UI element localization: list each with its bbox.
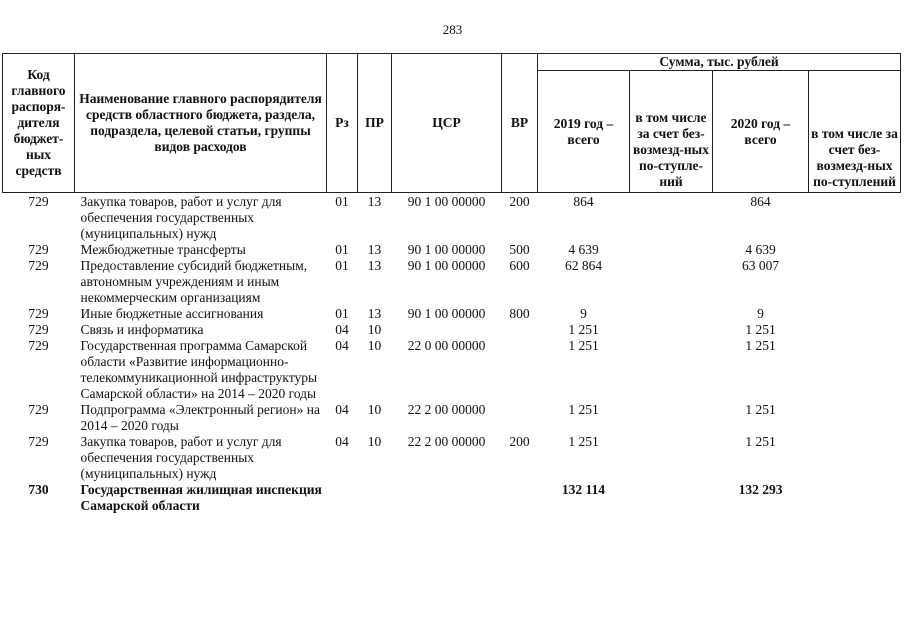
cell-2019-total: 1 251 bbox=[568, 402, 599, 417]
table-row bbox=[3, 338, 901, 402]
cell-pr: 10 bbox=[367, 402, 382, 417]
cell-code: 729 bbox=[28, 194, 49, 209]
cell-2020-free bbox=[809, 402, 901, 434]
cell-vr: 800 bbox=[509, 306, 530, 321]
page-number: 283 bbox=[442, 22, 463, 37]
cell-code: 729 bbox=[28, 322, 49, 337]
cell-rz: 01 bbox=[335, 258, 349, 273]
cell-rz: 04 bbox=[335, 434, 349, 449]
cell-2020-total: 1 251 bbox=[745, 338, 776, 353]
cell-csr bbox=[392, 322, 502, 338]
cell-vr bbox=[502, 322, 538, 338]
table-row bbox=[3, 434, 901, 482]
cell-2019-free bbox=[630, 338, 713, 402]
cell-vr bbox=[502, 482, 538, 514]
cell-code: 729 bbox=[28, 402, 49, 417]
header-rz: Рз bbox=[327, 54, 358, 193]
cell-code: 729 bbox=[28, 306, 49, 321]
cell-vr: 200 bbox=[509, 434, 530, 449]
cell-code: 729 bbox=[28, 338, 49, 353]
cell-pr: 13 bbox=[367, 306, 382, 321]
cell-2019-total: 4 639 bbox=[568, 242, 599, 257]
table-header bbox=[3, 54, 901, 193]
cell-pr: 13 bbox=[367, 194, 382, 209]
cell-2019-free bbox=[630, 242, 713, 258]
cell-pr: 13 bbox=[367, 242, 382, 257]
cell-2020-total: 63 007 bbox=[741, 258, 780, 273]
cell-csr: 90 1 00 00000 bbox=[407, 194, 486, 209]
cell-2020-free bbox=[809, 258, 901, 306]
table-row bbox=[3, 242, 901, 258]
cell-2019-free bbox=[630, 306, 713, 322]
cell-2019-free bbox=[630, 482, 713, 514]
cell-2019-total: 132 114 bbox=[561, 482, 606, 497]
cell-name: Связь и информатика bbox=[80, 322, 204, 337]
header-code: Код главного распоря-дителя бюджет-ных средств bbox=[3, 54, 75, 193]
cell-2020-total: 9 bbox=[757, 306, 764, 321]
cell-pr: 10 bbox=[367, 434, 382, 449]
table-row bbox=[3, 193, 901, 243]
cell-rz: 01 bbox=[335, 194, 349, 209]
cell-2019-free bbox=[630, 322, 713, 338]
header-vr: ВР bbox=[502, 54, 538, 193]
cell-rz: 04 bbox=[335, 402, 349, 417]
cell-csr: 22 2 00 00000 bbox=[407, 402, 486, 417]
cell-2019-free bbox=[630, 402, 713, 434]
cell-pr: 10 bbox=[367, 338, 382, 353]
header-2019-free: в том числе за счет без-возмезд-ных по-ступле-ний bbox=[630, 71, 713, 193]
header-2019-total: 2019 год – всего bbox=[538, 71, 630, 193]
cell-code: 730 bbox=[28, 482, 49, 497]
cell-2020-free bbox=[809, 306, 901, 322]
cell-2019-total: 864 bbox=[573, 194, 594, 209]
header-name: Наименование главного распорядителя средств областного бюджета, раздела, подраздела, целевой статьи, группы видов расходов bbox=[75, 54, 327, 193]
cell-2019-total: 9 bbox=[580, 306, 587, 321]
cell-name: Закупка товаров, работ и услуг для обеспечения государственных (муниципальных) нужд bbox=[80, 434, 282, 481]
header-sum: Сумма, тыс. рублей bbox=[538, 54, 901, 71]
cell-csr: 22 2 00 00000 bbox=[407, 434, 486, 449]
cell-code: 729 bbox=[28, 242, 49, 257]
cell-pr: 13 bbox=[367, 258, 382, 273]
cell-code: 729 bbox=[28, 258, 49, 273]
cell-code: 729 bbox=[28, 434, 49, 449]
cell-2020-free bbox=[809, 322, 901, 338]
cell-2020-total: 1 251 bbox=[745, 402, 776, 417]
cell-vr: 600 bbox=[509, 258, 530, 273]
cell-csr: 22 0 00 00000 bbox=[407, 338, 486, 353]
cell-2020-free bbox=[809, 193, 901, 243]
table-row bbox=[3, 482, 901, 514]
cell-pr bbox=[358, 482, 392, 514]
cell-vr: 500 bbox=[509, 242, 530, 257]
table-body bbox=[3, 193, 901, 515]
cell-2020-total: 4 639 bbox=[745, 242, 776, 257]
cell-vr: 200 bbox=[509, 194, 530, 209]
cell-name: Государственная программа Самарской области «Развитие информационно-телекоммуникационной инфраструктуры Самарской области» на 2014 – 2020 годы bbox=[80, 338, 318, 401]
cell-csr: 90 1 00 00000 bbox=[407, 258, 486, 273]
cell-2020-total: 1 251 bbox=[745, 322, 776, 337]
cell-rz: 01 bbox=[335, 306, 349, 321]
cell-rz bbox=[327, 482, 358, 514]
cell-2019-total: 1 251 bbox=[568, 322, 599, 337]
cell-2020-free bbox=[809, 338, 901, 402]
cell-2019-total: 1 251 bbox=[568, 434, 599, 449]
cell-2019-total: 1 251 bbox=[568, 338, 599, 353]
cell-2020-total: 864 bbox=[750, 194, 771, 209]
header-pr: ПР bbox=[358, 54, 392, 193]
cell-vr bbox=[502, 402, 538, 434]
cell-name: Межбюджетные трансферты bbox=[80, 242, 246, 257]
cell-rz: 01 bbox=[335, 242, 349, 257]
table-row bbox=[3, 402, 901, 434]
cell-csr: 90 1 00 00000 bbox=[407, 306, 486, 321]
cell-2020-total: 132 293 bbox=[738, 482, 783, 497]
cell-vr bbox=[502, 338, 538, 402]
cell-2020-total: 1 251 bbox=[745, 434, 776, 449]
cell-name: Иные бюджетные ассигнования bbox=[80, 306, 264, 321]
cell-name: Подпрограмма «Электронный регион» на 2014 – 2020 годы bbox=[80, 402, 320, 433]
cell-2019-free bbox=[630, 258, 713, 306]
cell-rz: 04 bbox=[335, 322, 349, 337]
table-row bbox=[3, 322, 901, 338]
header-2020-free: в том числе за счет без-возмезд-ных по-ступлений bbox=[809, 71, 901, 193]
table-row bbox=[3, 258, 901, 306]
cell-2020-free bbox=[809, 482, 901, 514]
cell-2019-free bbox=[630, 193, 713, 243]
cell-2019-total: 62 864 bbox=[564, 258, 603, 273]
table-row bbox=[3, 306, 901, 322]
cell-csr bbox=[392, 482, 502, 514]
budget-table bbox=[2, 53, 901, 514]
cell-name: Закупка товаров, работ и услуг для обеспечения государственных (муниципальных) нужд bbox=[80, 194, 282, 241]
header-csr: ЦСР bbox=[392, 54, 502, 193]
cell-pr: 10 bbox=[367, 322, 382, 337]
header-2020-total: 2020 год – всего bbox=[713, 71, 809, 193]
cell-name: Предоставление субсидий бюджетным, автономным учреждениям и иным некоммерческим организациям bbox=[80, 258, 308, 305]
cell-2019-free bbox=[630, 434, 713, 482]
cell-2020-free bbox=[809, 242, 901, 258]
cell-name: Государственная жилищная инспекция Самарской области bbox=[80, 482, 322, 513]
cell-2020-free bbox=[809, 434, 901, 482]
cell-rz: 04 bbox=[335, 338, 349, 353]
cell-csr: 90 1 00 00000 bbox=[407, 242, 486, 257]
